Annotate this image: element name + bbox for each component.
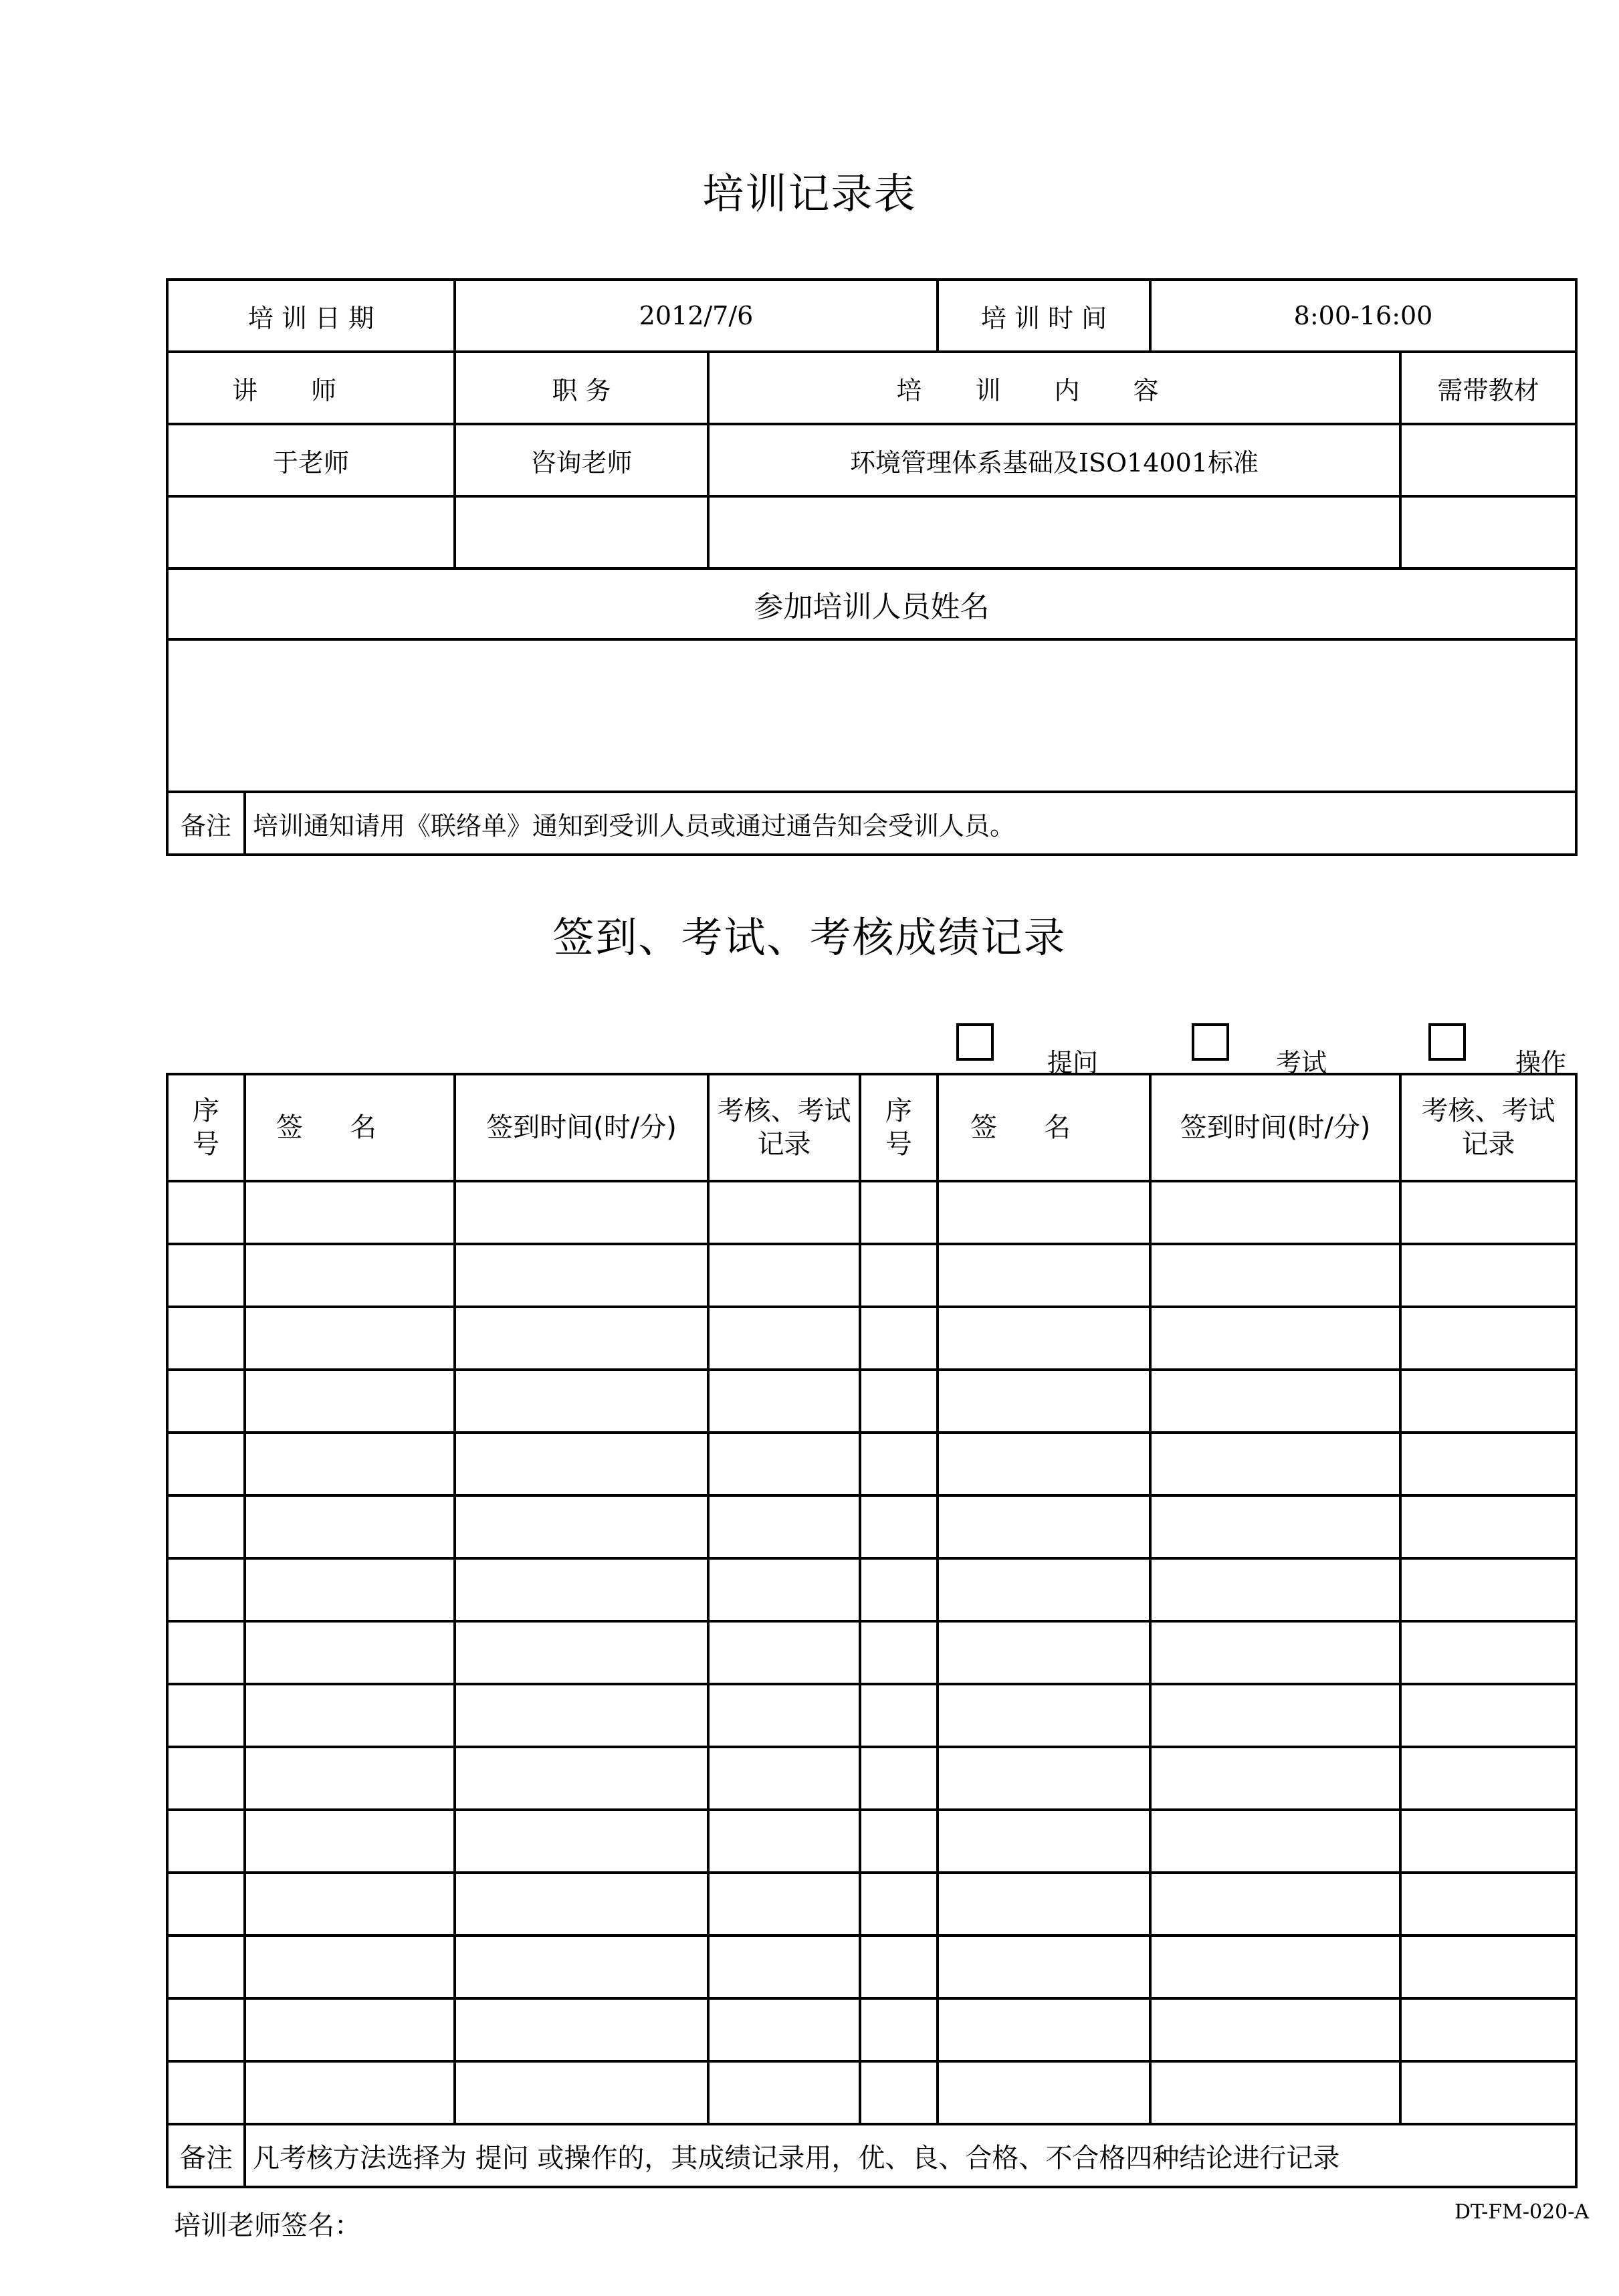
content-label: 培训内容 <box>708 352 1400 424</box>
training-date-label: 培 训 日 期 <box>167 280 455 352</box>
left-name-cell[interactable] <box>245 1181 455 1244</box>
right-no-cell[interactable] <box>860 1873 938 1936</box>
left-time-cell[interactable] <box>455 1747 708 1810</box>
right-time-cell[interactable] <box>1150 1307 1400 1370</box>
left-name-cell[interactable] <box>245 1370 455 1433</box>
left-time-cell[interactable] <box>455 1684 708 1747</box>
right-time-cell[interactable] <box>1150 1936 1400 1998</box>
right-time-cell[interactable] <box>1150 1244 1400 1307</box>
right-name-cell[interactable] <box>938 1181 1150 1244</box>
record-header-left: 考核、考试 记录 <box>708 1074 860 1181</box>
right-no-cell[interactable] <box>860 1244 938 1307</box>
right-record-cell[interactable] <box>1400 1495 1576 1558</box>
left-record-cell[interactable] <box>708 1244 860 1307</box>
left-name-cell[interactable] <box>245 1307 455 1370</box>
left-name-cell[interactable] <box>245 1558 455 1621</box>
right-name-cell[interactable] <box>938 1747 1150 1810</box>
table-row <box>167 1810 1576 1873</box>
participants-names[interactable] <box>167 639 1576 792</box>
left-time-cell[interactable] <box>455 2061 708 2124</box>
left-record-cell[interactable] <box>708 1810 860 1873</box>
right-no-cell[interactable] <box>860 1181 938 1244</box>
left-record-cell[interactable] <box>708 1181 860 1244</box>
name-header-right: 签名 <box>938 1074 1150 1181</box>
exam-checkbox[interactable] <box>1192 1023 1229 1061</box>
left-record-cell[interactable] <box>708 1747 860 1810</box>
right-record-cell[interactable] <box>1400 1181 1576 1244</box>
left-no-cell[interactable] <box>167 1370 245 1433</box>
left-no-cell[interactable] <box>167 1558 245 1621</box>
left-no-cell[interactable] <box>167 1307 245 1370</box>
table-row <box>167 2061 1576 2124</box>
left-no-cell[interactable] <box>167 1684 245 1747</box>
table-row <box>167 1370 1576 1433</box>
table-row <box>167 1621 1576 1684</box>
no-header-left: 序 号 <box>167 1074 245 1181</box>
right-name-cell[interactable] <box>938 1307 1150 1370</box>
left-no-cell[interactable] <box>167 1936 245 1998</box>
position-value-2[interactable] <box>455 496 708 568</box>
exam-label: 考试 <box>1276 1048 1327 1077</box>
sign-in-table <box>166 1073 1578 2188</box>
left-time-cell[interactable] <box>455 1181 708 1244</box>
right-no-cell[interactable] <box>860 1621 938 1684</box>
right-record-cell[interactable] <box>1400 1433 1576 1495</box>
form-title: 培训记录表 <box>702 169 917 218</box>
left-record-cell[interactable] <box>708 1433 860 1495</box>
left-no-cell[interactable] <box>167 1998 245 2061</box>
right-record-cell[interactable] <box>1400 1747 1576 1810</box>
name-header-left: 签名 <box>245 1074 455 1181</box>
left-name-cell[interactable] <box>245 1873 455 1936</box>
right-record-cell[interactable] <box>1400 1370 1576 1433</box>
right-name-cell[interactable] <box>938 1684 1150 1747</box>
right-name-cell[interactable] <box>938 1244 1150 1307</box>
right-no-cell[interactable] <box>860 1307 938 1370</box>
left-name-cell[interactable] <box>245 1998 455 2061</box>
table-row <box>167 1181 1576 1244</box>
left-name-cell[interactable] <box>245 1433 455 1495</box>
left-name-cell[interactable] <box>245 1936 455 1998</box>
left-record-cell[interactable] <box>708 1495 860 1558</box>
left-name-cell[interactable] <box>245 2061 455 2124</box>
table-row <box>167 1244 1576 1307</box>
participants-label: 参加培训人员姓名 <box>167 568 1576 639</box>
right-record-cell[interactable] <box>1400 1307 1576 1370</box>
question-checkbox[interactable] <box>956 1023 994 1061</box>
right-time-cell[interactable] <box>1150 1621 1400 1684</box>
materials-label: 需带教材 <box>1400 352 1576 424</box>
table-row <box>167 1684 1576 1747</box>
left-record-cell[interactable] <box>708 1684 860 1747</box>
right-name-cell[interactable] <box>938 1936 1150 1998</box>
time-header-right: 签到时间(时/分) <box>1150 1074 1400 1181</box>
table-row <box>167 1558 1576 1621</box>
right-time-cell[interactable] <box>1150 1810 1400 1873</box>
left-time-cell[interactable] <box>455 1810 708 1873</box>
sign-section-title: 签到、考试、考核成绩记录 <box>552 913 1067 962</box>
right-record-cell[interactable] <box>1400 1936 1576 1998</box>
right-time-cell[interactable] <box>1150 1684 1400 1747</box>
right-record-cell[interactable] <box>1400 1558 1576 1621</box>
training-info-table <box>166 278 1578 856</box>
left-time-cell[interactable] <box>455 1936 708 1998</box>
left-record-cell[interactable] <box>708 1558 860 1621</box>
sign-remark-label: 备注 <box>167 2124 245 2187</box>
record-header-right: 考核、考试 记录 <box>1400 1074 1576 1181</box>
right-name-cell[interactable] <box>938 1998 1150 2061</box>
right-no-cell[interactable] <box>860 1936 938 1998</box>
position-label: 职 务 <box>455 352 708 424</box>
question-label: 提问 <box>1047 1048 1099 1077</box>
right-time-cell[interactable] <box>1150 2061 1400 2124</box>
right-no-cell[interactable] <box>860 1747 938 1810</box>
right-no-cell[interactable] <box>860 1684 938 1747</box>
left-time-cell[interactable] <box>455 1621 708 1684</box>
lecturer-value[interactable]: 于老师 <box>167 424 455 496</box>
right-name-cell[interactable] <box>938 1495 1150 1558</box>
assessment-method-options <box>956 1023 1575 1077</box>
right-time-cell[interactable] <box>1150 1433 1400 1495</box>
right-record-cell[interactable] <box>1400 1873 1576 1936</box>
right-name-cell[interactable] <box>938 1621 1150 1684</box>
table-row <box>167 1307 1576 1370</box>
left-record-cell[interactable] <box>708 2061 860 2124</box>
right-no-cell[interactable] <box>860 1495 938 1558</box>
left-time-cell[interactable] <box>455 1495 708 1558</box>
right-record-cell[interactable] <box>1400 1621 1576 1684</box>
table-row <box>167 1998 1576 2061</box>
left-time-cell[interactable] <box>455 1307 708 1370</box>
table-row <box>167 1873 1576 1936</box>
left-record-cell[interactable] <box>708 1936 860 1998</box>
left-no-cell[interactable] <box>167 1244 245 1307</box>
left-record-cell[interactable] <box>708 1873 860 1936</box>
no-header-right: 序 号 <box>860 1074 938 1181</box>
right-time-cell[interactable] <box>1150 1370 1400 1433</box>
right-time-cell[interactable] <box>1150 1873 1400 1936</box>
table-row <box>167 1747 1576 1810</box>
right-record-cell[interactable] <box>1400 1684 1576 1747</box>
lecturer-label: 讲师 <box>167 352 455 424</box>
left-name-cell[interactable] <box>245 1244 455 1307</box>
right-time-cell[interactable] <box>1150 1747 1400 1810</box>
right-name-cell[interactable] <box>938 1558 1150 1621</box>
left-record-cell[interactable] <box>708 1307 860 1370</box>
right-record-cell[interactable] <box>1400 2061 1576 2124</box>
right-name-cell[interactable] <box>938 1873 1150 1936</box>
training-time-label: 培 训 时 间 <box>938 280 1150 352</box>
right-time-cell[interactable] <box>1150 1558 1400 1621</box>
left-no-cell[interactable] <box>167 1747 245 1810</box>
time-header-left: 签到时间(时/分) <box>455 1074 708 1181</box>
left-name-cell[interactable] <box>245 1810 455 1873</box>
lecturer-value-2[interactable] <box>167 496 455 568</box>
position-value[interactable]: 咨询老师 <box>455 424 708 496</box>
right-no-cell[interactable] <box>860 1558 938 1621</box>
right-no-cell[interactable] <box>860 1370 938 1433</box>
left-record-cell[interactable] <box>708 1621 860 1684</box>
content-value-2[interactable] <box>708 496 1400 568</box>
right-name-cell[interactable] <box>938 1810 1150 1873</box>
table-row <box>167 1495 1576 1558</box>
right-no-cell[interactable] <box>860 1998 938 2061</box>
left-time-cell[interactable] <box>455 1370 708 1433</box>
table-row <box>167 1936 1576 1998</box>
right-name-cell[interactable] <box>938 1370 1150 1433</box>
left-name-cell[interactable] <box>245 1495 455 1558</box>
right-record-cell[interactable] <box>1400 1810 1576 1873</box>
sign-remark-text: 凡考核方法选择为 提问 或操作的，其成绩记录用，优、良、合格、不合格四种结论进行记录 <box>245 2124 1576 2187</box>
left-no-cell[interactable] <box>167 1181 245 1244</box>
right-no-cell[interactable] <box>860 1433 938 1495</box>
operation-checkbox[interactable] <box>1428 1023 1466 1061</box>
left-time-cell[interactable] <box>455 1433 708 1495</box>
training-date-value[interactable]: 2012/7/6 <box>455 280 938 352</box>
remark-label: 备注 <box>167 792 245 855</box>
training-time-value[interactable]: 8:00-16:00 <box>1150 280 1576 352</box>
left-no-cell[interactable] <box>167 1810 245 1873</box>
left-no-cell[interactable] <box>167 1495 245 1558</box>
left-time-cell[interactable] <box>455 1998 708 2061</box>
left-time-cell[interactable] <box>455 1244 708 1307</box>
left-no-cell[interactable] <box>167 1621 245 1684</box>
left-no-cell[interactable] <box>167 1433 245 1495</box>
left-name-cell[interactable] <box>245 1747 455 1810</box>
trainer-signature-label: 培训老师签名： <box>174 2210 361 2241</box>
materials-value-2[interactable] <box>1400 496 1576 568</box>
table-row <box>167 1433 1576 1495</box>
operation-label: 操作 <box>1515 1048 1567 1077</box>
right-time-cell[interactable] <box>1150 1495 1400 1558</box>
left-name-cell[interactable] <box>245 1684 455 1747</box>
left-name-cell[interactable] <box>245 1621 455 1684</box>
right-name-cell[interactable] <box>938 2061 1150 2124</box>
right-record-cell[interactable] <box>1400 1244 1576 1307</box>
right-record-cell[interactable] <box>1400 1998 1576 2061</box>
left-no-cell[interactable] <box>167 2061 245 2124</box>
left-time-cell[interactable] <box>455 1558 708 1621</box>
right-no-cell[interactable] <box>860 2061 938 2124</box>
materials-value[interactable] <box>1400 424 1576 496</box>
left-time-cell[interactable] <box>455 1873 708 1936</box>
content-value[interactable]: 环境管理体系基础及ISO14001标准 <box>708 424 1400 496</box>
right-no-cell[interactable] <box>860 1810 938 1873</box>
right-time-cell[interactable] <box>1150 1998 1400 2061</box>
left-record-cell[interactable] <box>708 1998 860 2061</box>
right-name-cell[interactable] <box>938 1433 1150 1495</box>
left-record-cell[interactable] <box>708 1370 860 1433</box>
left-no-cell[interactable] <box>167 1873 245 1936</box>
document-code: DT-FM-020-A <box>1454 2200 1590 2224</box>
right-time-cell[interactable] <box>1150 1181 1400 1244</box>
remark-text: 培训通知请用《联络单》通知到受训人员或通过通告知会受训人员。 <box>245 792 1576 855</box>
